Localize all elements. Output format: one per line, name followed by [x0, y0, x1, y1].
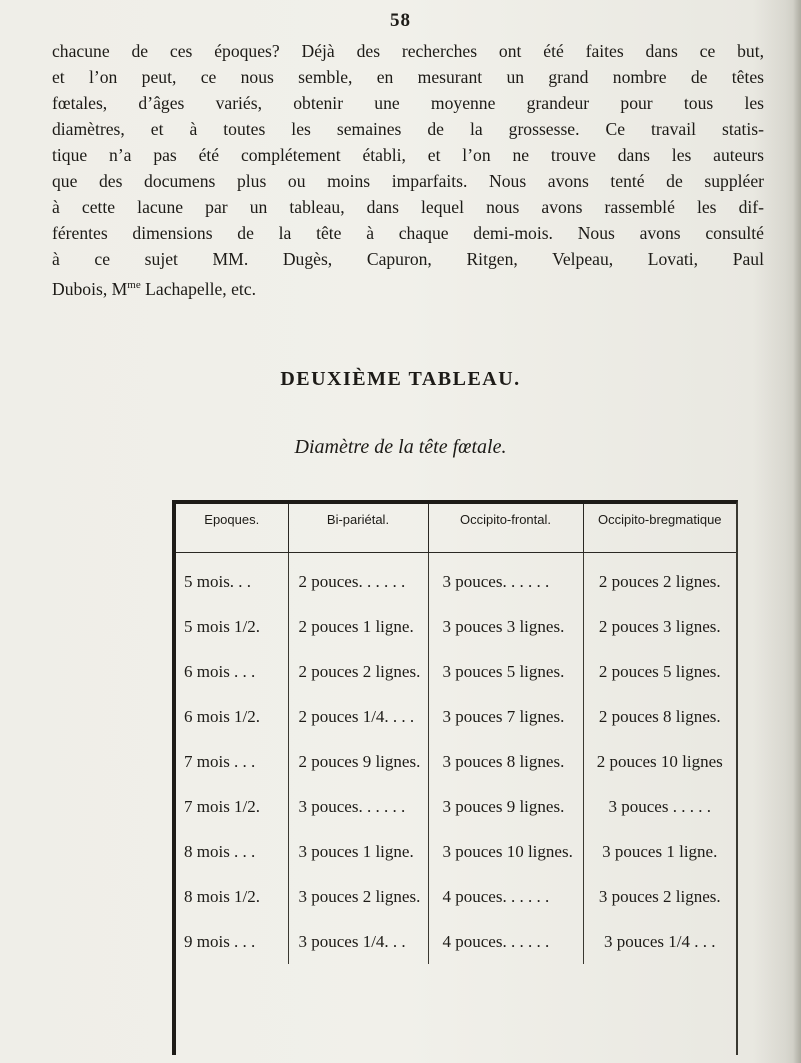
table-cell: 3 pouces 8 lignes. [428, 739, 583, 784]
table-cell: 7 mois 1/2. [184, 796, 261, 816]
table-cell: 2 pouces 1/4. . . . [288, 694, 428, 739]
table-cell: 3 pouces. . . . . . [428, 553, 583, 605]
section-heading: DEUXIÈME TABLEAU. [280, 368, 521, 390]
text-line: à ce sujet MM. Dugès, Capuron, Ritgen, Velpeau, Lovati, Paul [52, 249, 764, 269]
table-cell: 4 pouces. . . . . . [428, 874, 583, 919]
table-header-row [176, 504, 736, 553]
text-line: diamètres, et à toutes les semaines de la grossesse. Ce travail statis- [52, 119, 764, 139]
table-row [176, 919, 736, 964]
table-cell: 2 pouces 8 lignes. [583, 694, 736, 739]
table-row [176, 604, 736, 649]
table-cell: 9 mois . . . [184, 931, 256, 951]
table-cell: 3 pouces 3 lignes. [428, 604, 583, 649]
table-cell: 3 pouces 1 ligne. [288, 829, 428, 874]
table-cell: 2 pouces 10 lignes [583, 739, 736, 784]
column-header: Bi-pariétal. [288, 504, 428, 553]
table-cell: 7 mois . . . [184, 751, 256, 771]
text-line: que des documens plus ou moins imparfaits. Nous avons tenté de suppléer [52, 171, 764, 191]
table-row [176, 553, 736, 605]
table-cell: 2 pouces. . . . . . [288, 553, 428, 605]
table-cell: 6 mois 1/2. [184, 706, 261, 726]
text-fragment: Dubois, M [52, 278, 128, 299]
table-cell: 2 pouces 5 lignes. [583, 649, 736, 694]
table-cell: 8 mois 1/2. [184, 886, 261, 906]
table-cell: 3 pouces 1/4 . . . [583, 919, 736, 964]
page-edge-shadow [793, 0, 801, 1063]
text-line [52, 272, 764, 302]
table-row [176, 739, 736, 784]
table-cell: 5 mois. . . [184, 571, 252, 591]
table-cell: 2 pouces 3 lignes. [583, 604, 736, 649]
table-cell: 3 pouces 7 lignes. [428, 694, 583, 739]
text-line: chacune de ces époques? Déjà des recherches ont été faites dans ce but, [52, 41, 764, 61]
column-header: Epoques. [176, 504, 288, 553]
table-row [176, 874, 736, 919]
page-number: 58 [390, 10, 411, 31]
text-line: tique n’a pas été complétement établi, et l’on ne trouve dans les auteurs [52, 145, 764, 165]
text-fragment: Lachapelle, etc. [140, 278, 256, 299]
table-cell: 5 mois 1/2. [184, 616, 261, 636]
table-cell: 3 pouces 2 lignes. [583, 874, 736, 919]
table-cell: 3 pouces 2 lignes. [288, 874, 428, 919]
text-line: à cette lacune par un tableau, dans lequel nous avons rassemblé les dif- [52, 197, 764, 217]
table-cell: 6 mois . . . [184, 661, 256, 681]
text-line: fœtales, d’âges variés, obtenir une moyenne grandeur pour tous les [52, 93, 764, 113]
measurement-table-frame [172, 500, 738, 1055]
superscript: me [127, 279, 141, 291]
table-cell: 2 pouces 2 lignes. [288, 649, 428, 694]
measurement-table [176, 504, 736, 964]
table-cell: 8 mois . . . [184, 841, 256, 861]
table-row [176, 649, 736, 694]
table-cell: 3 pouces 10 lignes. [428, 829, 583, 874]
table-cell: 4 pouces. . . . . . [428, 919, 583, 964]
text-line: férentes dimensions de la tête à chaque demi-mois. Nous avons consulté [52, 223, 764, 243]
table-cell: 3 pouces. . . . . . [288, 784, 428, 829]
table-cell: 3 pouces 5 lignes. [428, 649, 583, 694]
table-cell: 3 pouces 1 ligne. [583, 829, 736, 874]
column-header: Occipito-bregmatique [583, 504, 736, 553]
body-paragraph [52, 38, 764, 302]
text-line: et l’on peut, ce nous semble, en mesurant un grand nombre de têtes [52, 67, 764, 87]
table-cell: 3 pouces 9 lignes. [428, 784, 583, 829]
table-cell: 2 pouces 9 lignes. [288, 739, 428, 784]
table-row [176, 784, 736, 829]
table-row [176, 829, 736, 874]
table-cell: 2 pouces 2 lignes. [583, 553, 736, 605]
table-cell: 3 pouces . . . . . [583, 784, 736, 829]
column-header: Occipito-frontal. [428, 504, 583, 553]
table-row [176, 694, 736, 739]
table-caption: Diamètre de la tête fœtale. [294, 436, 507, 458]
table-cell: 2 pouces 1 ligne. [288, 604, 428, 649]
table-cell: 3 pouces 1/4. . . [288, 919, 428, 964]
